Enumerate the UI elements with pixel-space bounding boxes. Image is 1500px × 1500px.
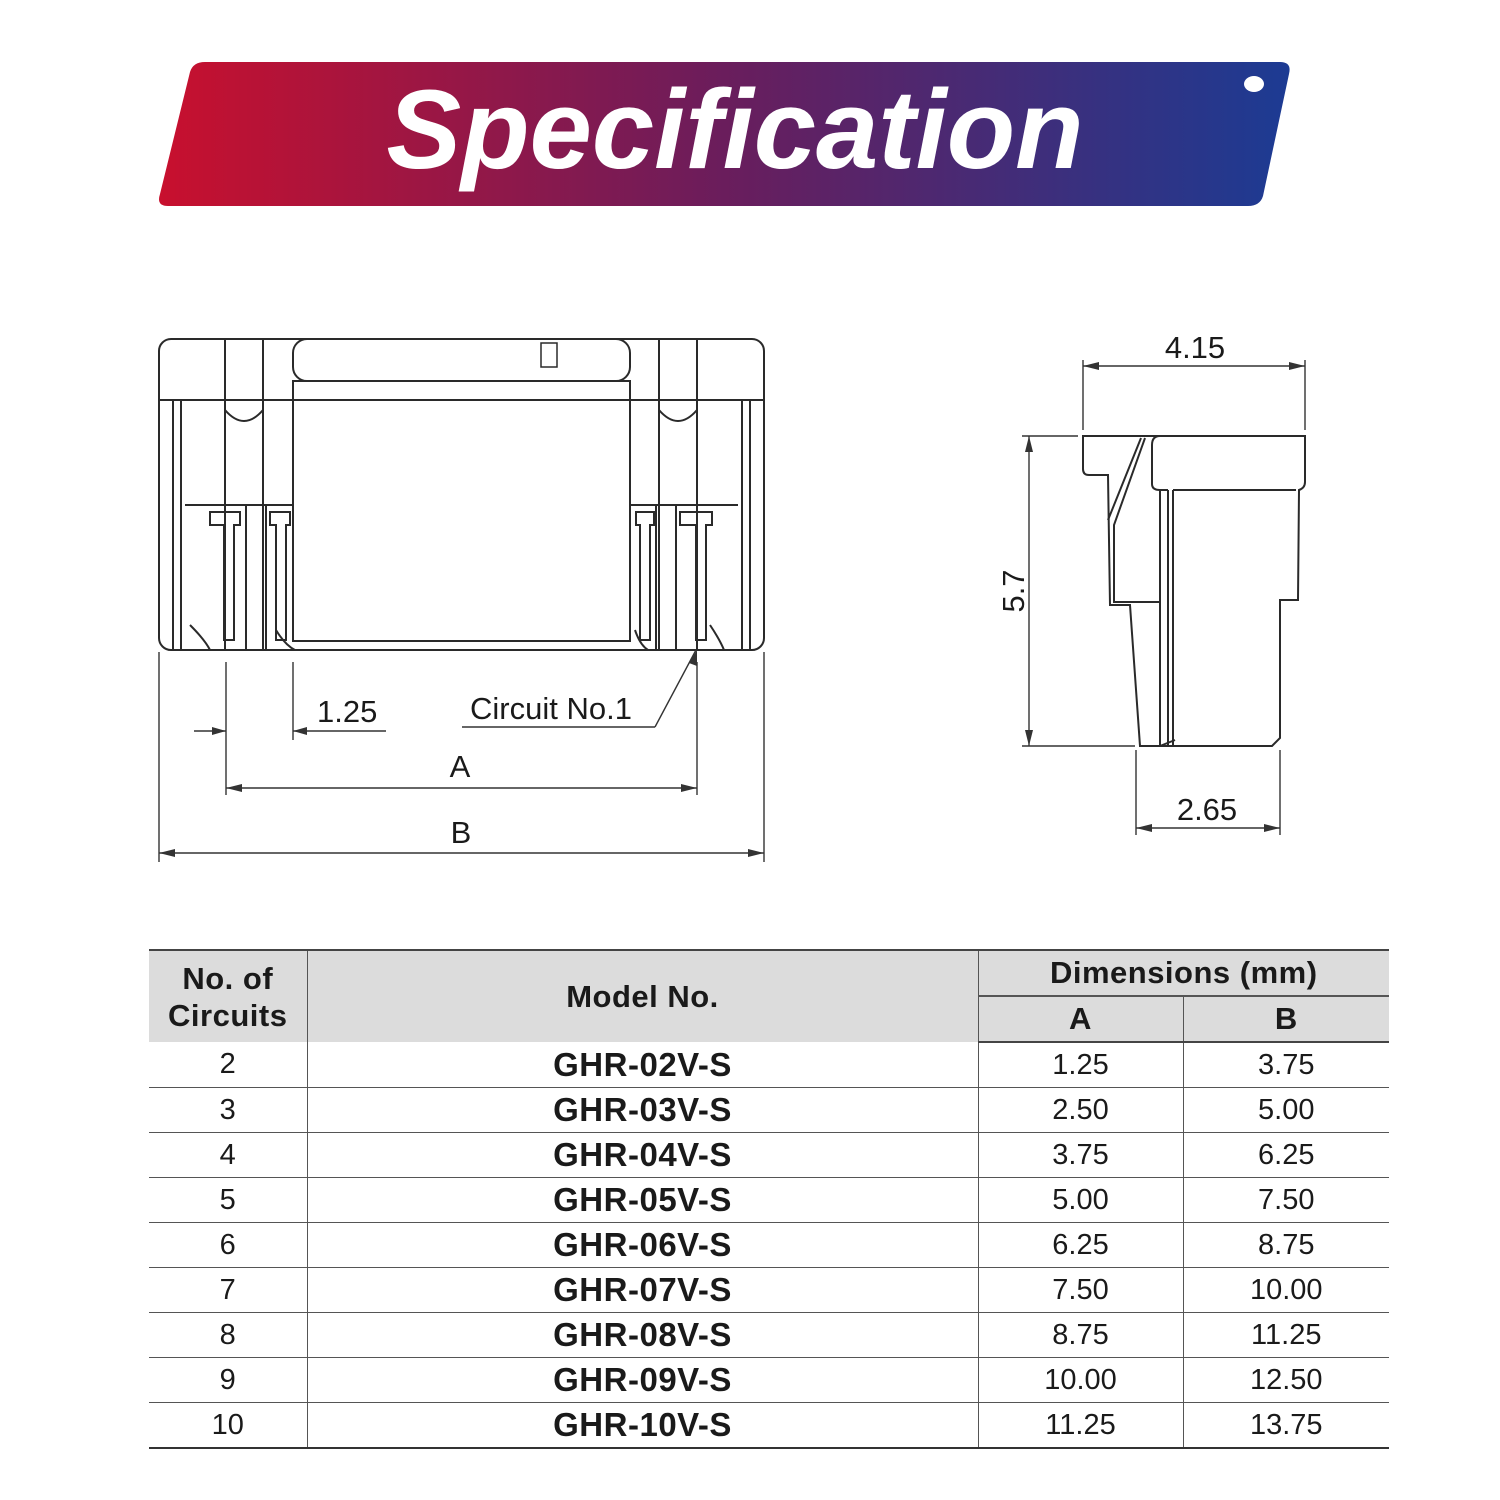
header-dimension-a: A	[978, 996, 1183, 1042]
table-row	[149, 1042, 1389, 1088]
header-no-of-circuits	[149, 950, 307, 1042]
table-row	[149, 1358, 1389, 1403]
cell-dimension-b: 5.00	[1183, 1088, 1389, 1133]
cell-dimension-b: 13.75	[1183, 1403, 1389, 1449]
cell-model-no: GHR-08V-S	[307, 1313, 978, 1358]
width-dimension-label: 4.15	[1164, 330, 1226, 365]
side-body-outline	[1083, 436, 1305, 746]
header-model-no: Model No.	[307, 950, 978, 1042]
cell-dimension-b: 6.25	[1183, 1133, 1389, 1178]
specification-table	[149, 949, 1389, 1449]
cell-circuits: 4	[149, 1133, 307, 1178]
cell-dimension-a: 8.75	[978, 1313, 1183, 1358]
cell-circuits: 2	[149, 1042, 307, 1088]
cell-circuits: 5	[149, 1178, 307, 1223]
page-title: Specification	[386, 67, 1084, 192]
cell-dimension-b: 12.50	[1183, 1358, 1389, 1403]
cell-dimension-a: 10.00	[978, 1358, 1183, 1403]
table-row	[149, 1178, 1389, 1223]
cell-circuits: 9	[149, 1358, 307, 1403]
cell-dimension-b: 8.75	[1183, 1223, 1389, 1268]
cell-dimension-a: 3.75	[978, 1133, 1183, 1178]
header-no-of-circuits-line1: No. of	[182, 960, 274, 996]
table-row	[149, 1088, 1389, 1133]
cell-dimension-b: 11.25	[1183, 1313, 1389, 1358]
cell-circuits: 8	[149, 1313, 307, 1358]
header-dimensions: Dimensions (mm)	[978, 950, 1389, 996]
circuit-no1-label: Circuit No.1	[470, 691, 632, 726]
table-row	[149, 1268, 1389, 1313]
table-row	[149, 1223, 1389, 1268]
cell-model-no: GHR-09V-S	[307, 1358, 978, 1403]
cell-dimension-b: 10.00	[1183, 1268, 1389, 1313]
cell-dimension-a: 11.25	[978, 1403, 1183, 1449]
cell-dimension-a: 1.25	[978, 1042, 1183, 1088]
specification-table-body	[149, 1042, 1389, 1448]
table-row	[149, 1403, 1389, 1449]
header-dimension-b: B	[1183, 996, 1389, 1042]
cell-model-no: GHR-10V-S	[307, 1403, 978, 1449]
cell-model-no: GHR-04V-S	[307, 1133, 978, 1178]
cell-circuits: 7	[149, 1268, 307, 1313]
pitch-dimension-label: 1.25	[317, 694, 378, 729]
table-row	[149, 1313, 1389, 1358]
base-dimension-label: 2.65	[1176, 792, 1238, 827]
dimension-b-label: B	[450, 815, 472, 850]
header-no-of-circuits-line2: Circuits	[168, 997, 288, 1033]
cell-circuits: 6	[149, 1223, 307, 1268]
cell-dimension-b: 3.75	[1183, 1042, 1389, 1088]
height-dimension-label: 5.7	[996, 569, 1031, 613]
dimension-a-label: A	[449, 749, 471, 784]
cell-model-no: GHR-06V-S	[307, 1223, 978, 1268]
cell-circuits: 3	[149, 1088, 307, 1133]
cell-dimension-a: 5.00	[978, 1178, 1183, 1223]
cell-circuits: 10	[149, 1403, 307, 1449]
cell-dimension-a: 7.50	[978, 1268, 1183, 1313]
cell-model-no: GHR-07V-S	[307, 1268, 978, 1313]
cell-dimension-a: 2.50	[978, 1088, 1183, 1133]
cell-dimension-a: 6.25	[978, 1223, 1183, 1268]
table-row	[149, 1133, 1389, 1178]
cell-model-no: GHR-03V-S	[307, 1088, 978, 1133]
cell-dimension-b: 7.50	[1183, 1178, 1389, 1223]
cell-model-no: GHR-05V-S	[307, 1178, 978, 1223]
cell-model-no: GHR-02V-S	[307, 1042, 978, 1088]
